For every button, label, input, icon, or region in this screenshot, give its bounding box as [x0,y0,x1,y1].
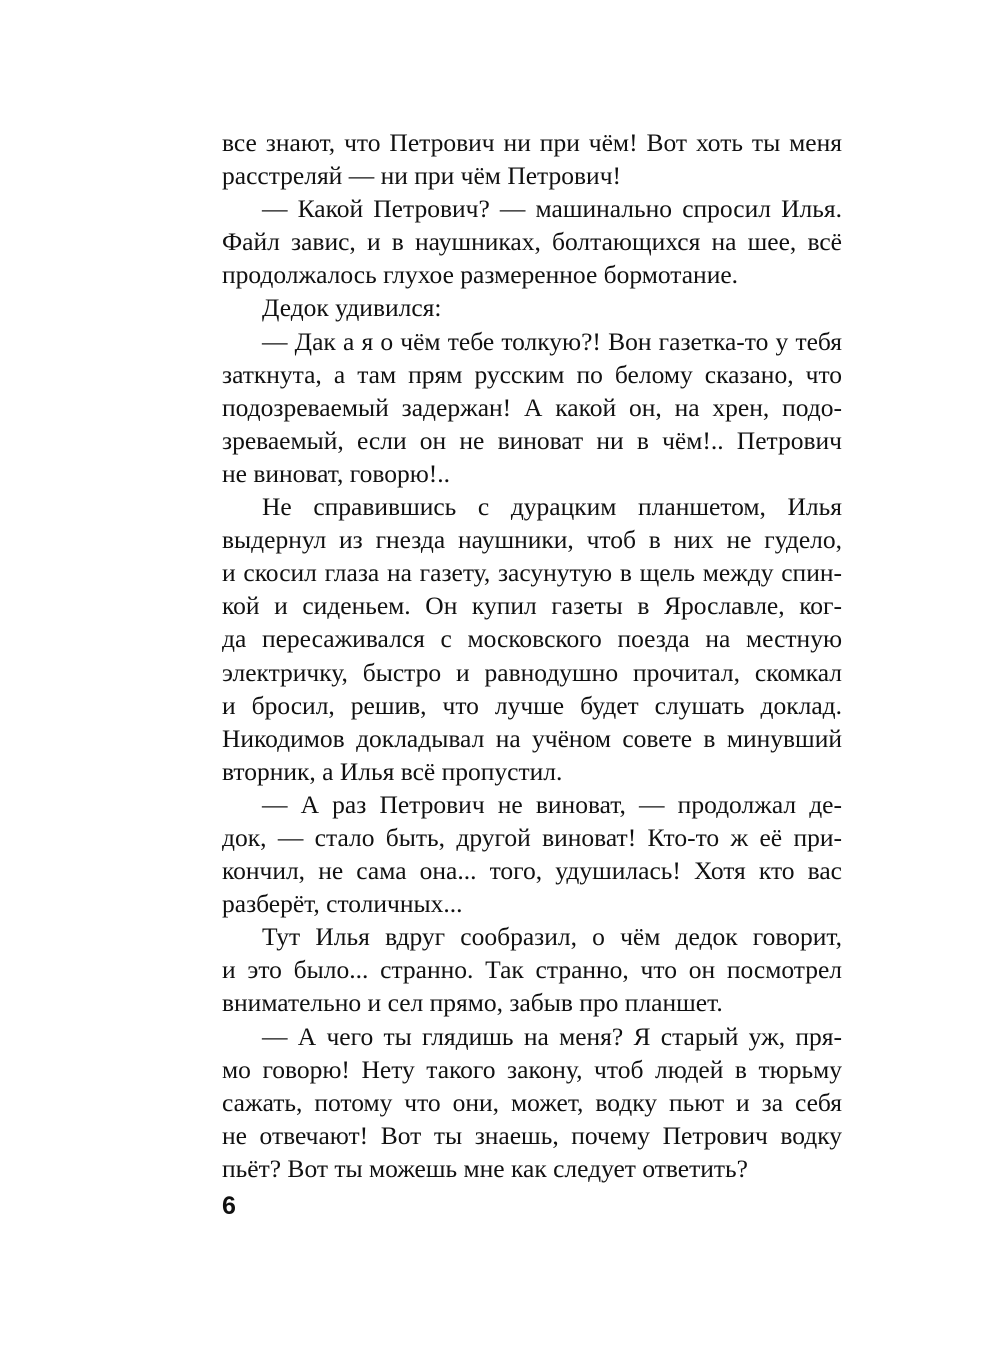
text-line: и скосил глаза на газету, засунутую в щель между спин- [222,558,842,588]
text-line: зреваемый, если он не виноват ни в чём!.. Петрович [222,425,842,455]
text-line: да пересаживался с московского поезда на местную [222,624,842,654]
text-line: электричку, быстро и равнодушно прочитал, скомкал [222,657,842,687]
text-line: расстреляй — ни при чём Петрович! [222,161,622,191]
text-line: док, — стало быть, другой виноват! Кто-то ж её при- [222,822,842,852]
page-number: 6 [222,1192,236,1220]
text-line: — А раз Петрович не виноват, — продолжал де- [262,789,842,819]
text-line: и бросил, решив, что лучше будет слушать доклад. [222,690,842,720]
text-line: Тут Илья вдруг сообразил, о чём дедок говорит, [262,922,842,952]
text-line: кончил, не сама она... того, удушилась! Хотя кто вас [222,856,842,886]
text-line: все знают, что Петрович ни при чём! Вот хоть ты меня [222,128,842,157]
text-line: вторник, а Илья всё пропустил. [222,756,563,786]
text-line: внимательно и сел прямо, забыв про планшет. [222,988,723,1018]
text-line: продолжалось глухое размеренное бормотание. [222,260,739,290]
text-line: выдернул из гнезда наушники, чтоб в них не гудело, [222,525,842,555]
text-line: — Какой Петрович? — машинально спросил Илья. [262,194,842,224]
body-text [222,126,842,1185]
text-line: пьёт? Вот ты можешь мне как следует ответить? [222,1153,748,1183]
text-line: разберёт, столичных... [222,889,463,919]
text-line: мо говорю! Нету такого закону, чтоб людей в тюрьму [222,1054,842,1084]
text-line: — А чего ты глядишь на меня? Я старый уж, пря- [262,1021,842,1051]
text-line: Не справившись с дурацким планшетом, Илья [262,492,842,522]
text-line: Файл завис, и в наушниках, болтающихся на шее, всё [222,227,842,257]
text-line: — Дак а я о чём тебе толкую?! Вон газетка-то у тебя [262,326,842,356]
text-line: не виноват, говорю!.. [222,458,450,488]
text-line: Никодимов докладывал на учёном совете в минувший [222,723,842,753]
text-line: подозреваемый задержан! А какой он, на хрен, подо- [222,392,842,422]
text-line: заткнута, а там прям русским по белому сказано, что [222,359,842,389]
text-line: кой и сиденьем. Он купил газеты в Ярославле, ког- [222,591,842,621]
text-line: не отвечают! Вот ты знаешь, почему Петрович водку [222,1120,842,1150]
text-line: и это было... странно. Так странно, что он посмотрел [222,955,842,985]
text-line: Дедок удивился: [262,293,442,323]
text-line: сажать, потому что они, может, водку пьют и за себя [222,1087,842,1117]
